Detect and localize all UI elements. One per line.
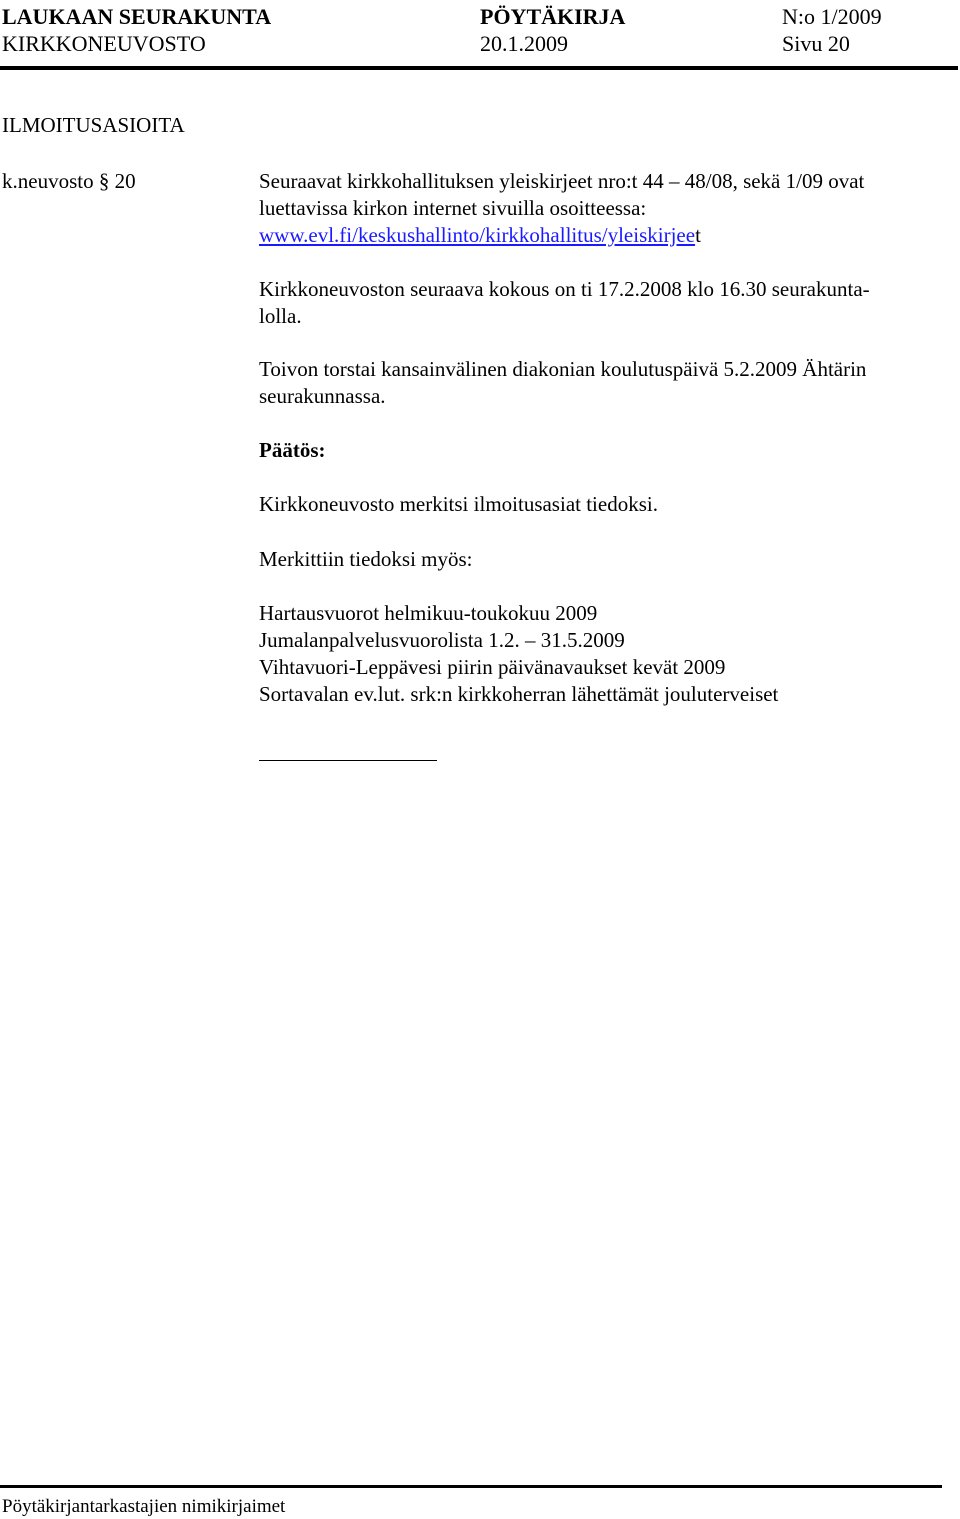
p2-line1: Kirkkoneuvoston seuraava kokous on ti 17.2.2008 klo 16.30 seurakunta- xyxy=(259,277,870,301)
footer-rule xyxy=(0,1485,942,1488)
list-item: Jumalanpalvelusvuorolista 1.2. – 31.5.2009 xyxy=(259,628,625,652)
paragraph-reference: k.neuvosto § 20 xyxy=(2,169,136,193)
list-item: Sortavalan ev.lut. srk:n kirkkoherran lähettämät jouluterveiset xyxy=(259,682,779,706)
bulletin-link-tail: t xyxy=(695,223,701,247)
p1-line1: Seuraavat kirkkohallituksen yleiskirjeet nro:t 44 – 48/08, sekä 1/09 ovat xyxy=(259,169,865,193)
decision-text: Kirkkoneuvosto merkitsi ilmoitusasiat tiedoksi. xyxy=(259,492,658,516)
header-rule xyxy=(0,66,958,70)
meeting-date: 20.1.2009 xyxy=(480,31,568,56)
doc-type: PÖYTÄKIRJA xyxy=(480,4,626,29)
p3-line1: Toivon torstai kansainvälinen diakonian koulutuspäivä 5.2.2009 Ähtärin xyxy=(259,357,867,381)
also-noted-label: Merkittiin tiedoksi myös: xyxy=(259,547,473,571)
p3-line2: seurakunnassa. xyxy=(259,384,386,408)
p1-line2: luettavissa kirkon internet sivuilla osoitteessa: xyxy=(259,196,647,220)
list-item: Hartausvuorot helmikuu-toukokuu 2009 xyxy=(259,601,598,625)
bulletin-link[interactable]: www.evl.fi/keskushallinto/kirkkohallitus/yleiskirjee xyxy=(259,223,696,247)
doc-number: N:o 1/2009 xyxy=(782,4,882,29)
council-name: KIRKKONEUVOSTO xyxy=(2,31,206,56)
decision-label: Päätös: xyxy=(259,438,326,462)
p2-line2: lolla. xyxy=(259,304,302,328)
org-name: LAUKAAN SEURAKUNTA xyxy=(2,4,272,29)
footer-text: Pöytäkirjantarkastajien nimikirjaimet xyxy=(2,1496,286,1517)
page-number: Sivu 20 xyxy=(782,31,850,56)
list-item: Vihtavuori-Leppävesi piirin päivänavaukset kevät 2009 xyxy=(259,655,726,679)
signature-line xyxy=(259,760,437,761)
bulletin-link-line xyxy=(259,225,701,246)
section-title: ILMOITUSASIOITA xyxy=(2,113,185,137)
